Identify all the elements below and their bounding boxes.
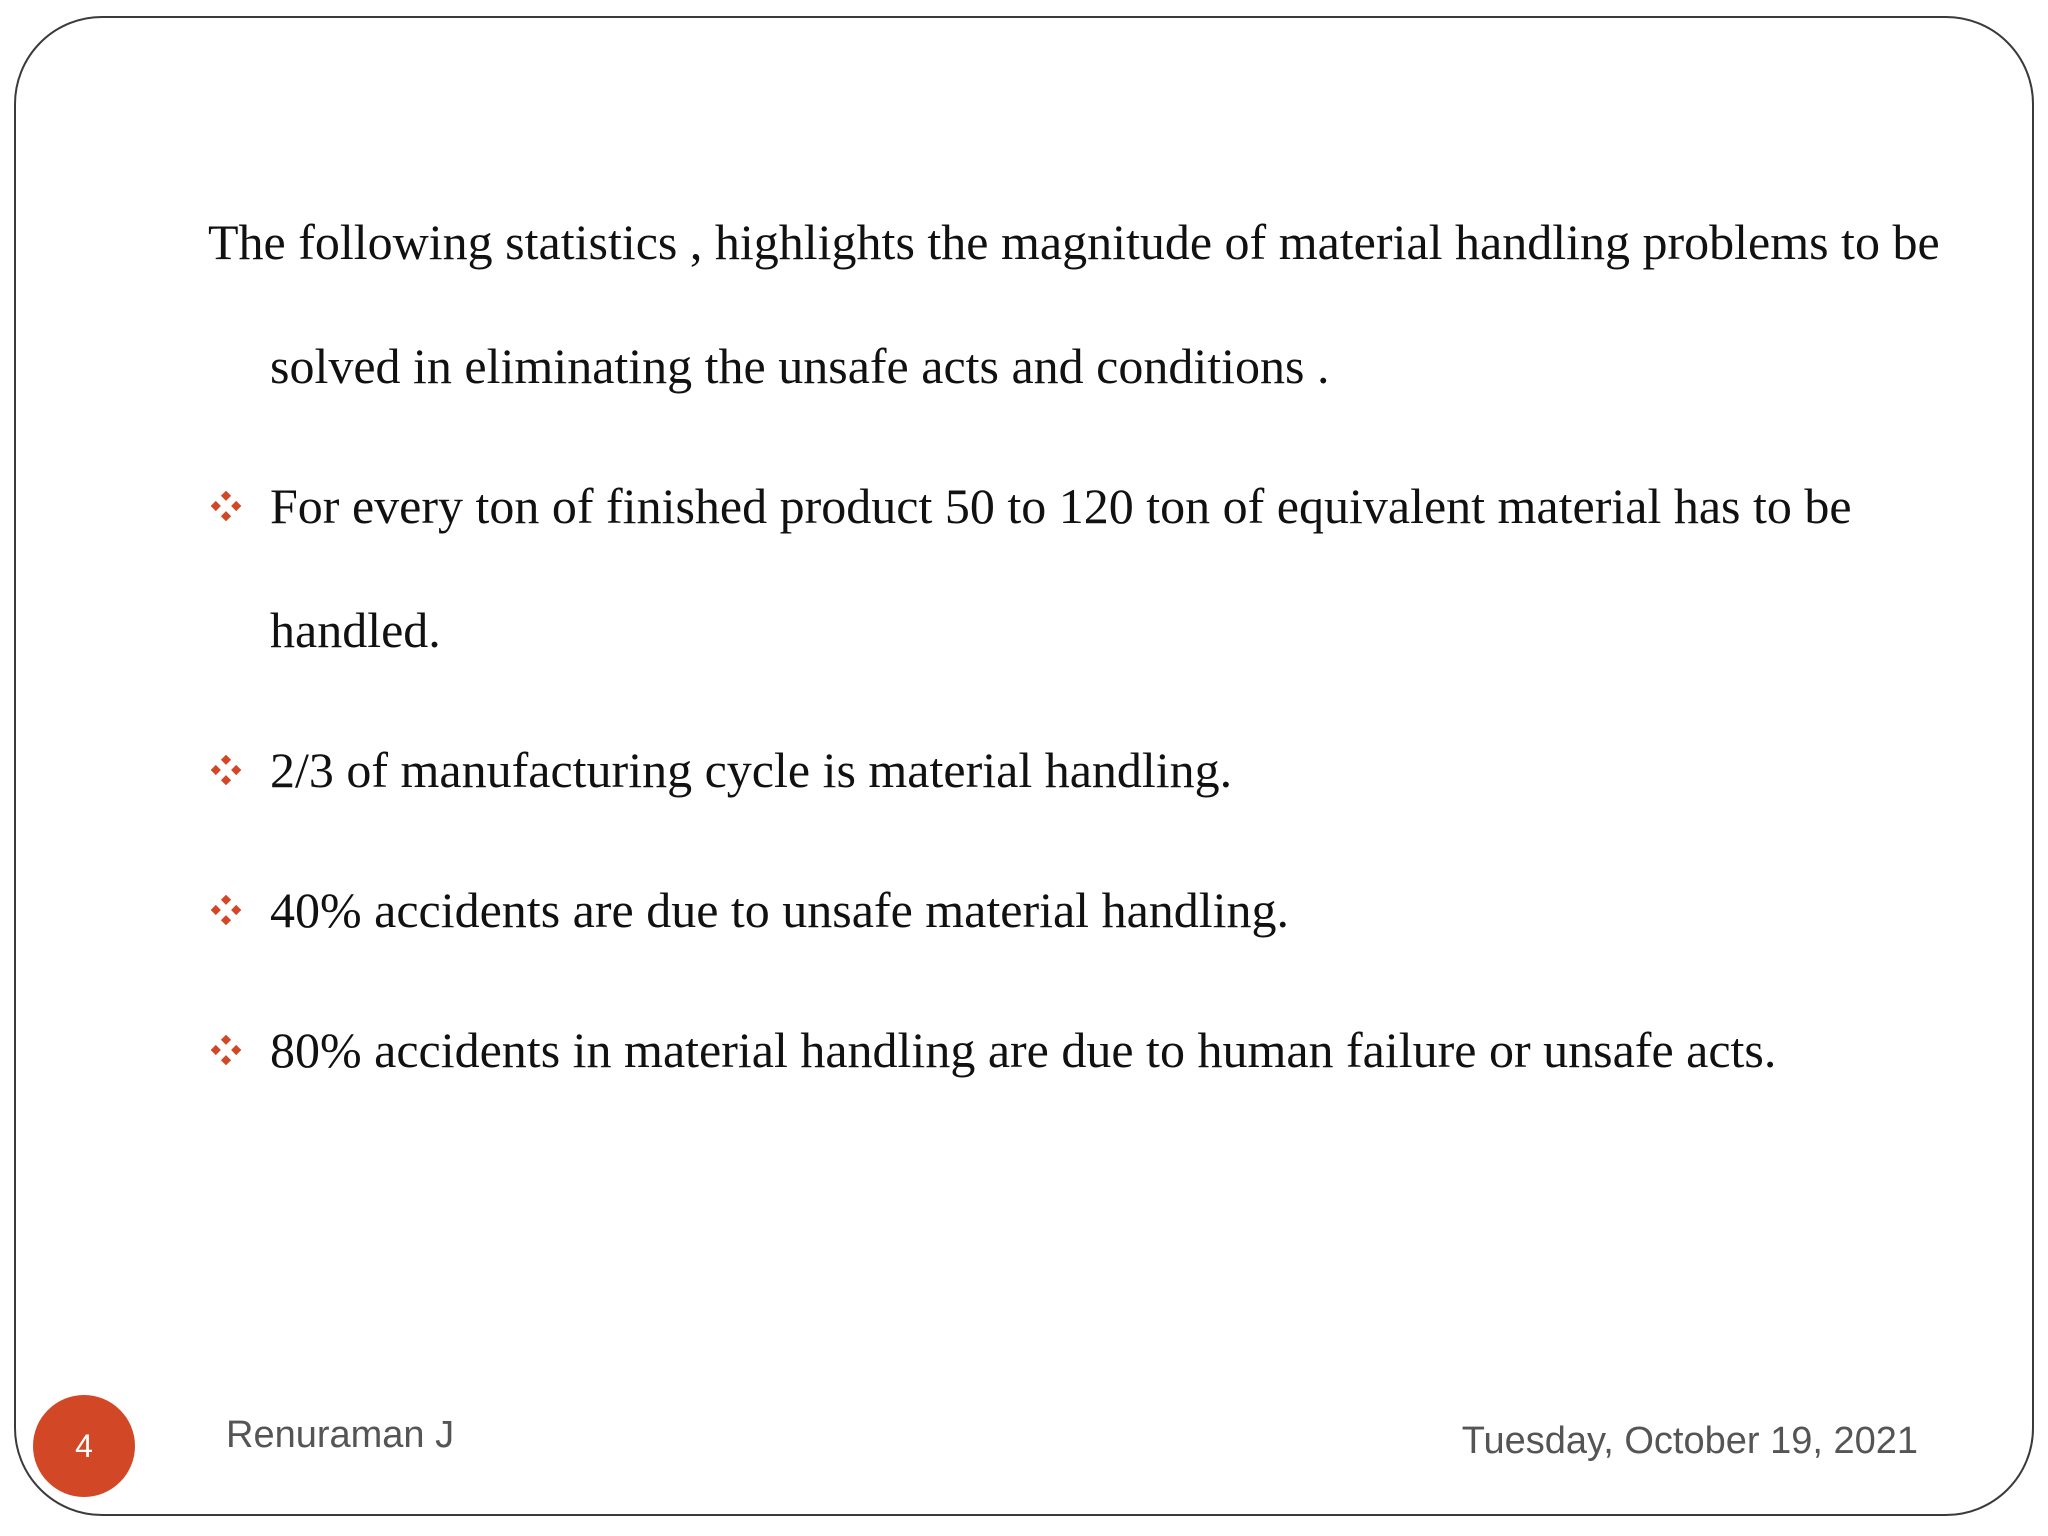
- list-item: [208, 444, 1968, 692]
- list-item: [208, 848, 1968, 972]
- diamond-cluster-icon: [208, 708, 244, 832]
- bullet-text: 2/3 of manufacturing cycle is material handling.: [270, 742, 1233, 798]
- page-number: 4: [75, 1427, 93, 1464]
- footer-author: Renuraman J: [226, 1414, 455, 1456]
- bullet-text: 40% accidents are due to unsafe material handling.: [270, 882, 1290, 938]
- diamond-cluster-icon: [208, 444, 244, 568]
- bullet-list: [208, 444, 1968, 1112]
- footer-date: Tuesday, October 19, 2021: [1461, 1420, 1918, 1462]
- slide-content: [208, 180, 1968, 1128]
- bullet-text: For every ton of finished product 50 to 120 ton of equivalent material has to be handled.: [270, 478, 1852, 658]
- diamond-cluster-icon: [208, 848, 244, 972]
- intro-paragraph: The following statistics , highlights the magnitude of material handling problems to be solved in eliminating the unsafe acts and conditions .: [208, 214, 1940, 394]
- list-item: [208, 988, 1968, 1112]
- bullet-text: 80% accidents in material handling are due to human failure or unsafe acts.: [270, 1022, 1777, 1078]
- page-number-badge: [33, 1395, 135, 1497]
- list-item: [208, 708, 1968, 832]
- diamond-cluster-icon: [208, 988, 244, 1112]
